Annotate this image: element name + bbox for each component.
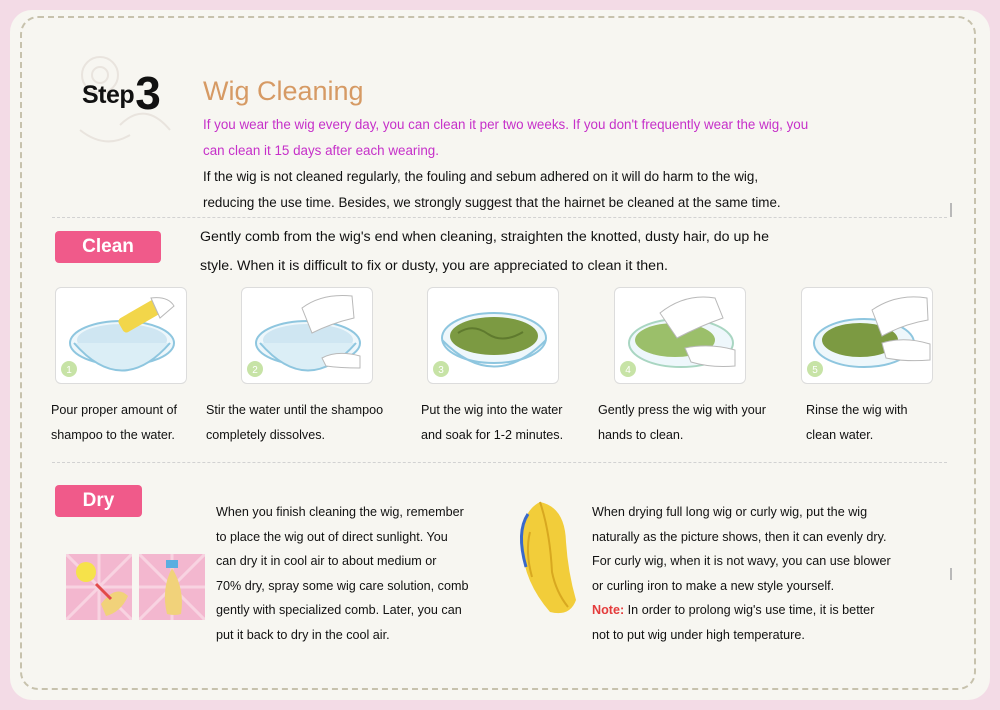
step-2-number: 2 xyxy=(252,365,258,376)
step-4-caption-line-2: hands to clean. xyxy=(598,428,684,442)
step-4-number: 4 xyxy=(625,365,631,376)
step-3-caption-line-1: Put the wig into the water xyxy=(421,403,563,417)
intro-line-1: If the wig is not cleaned regularly, the fouling and sebum adhered on it will do harm to the wig, xyxy=(203,169,759,184)
hang-dry-image xyxy=(139,554,205,620)
clean-tag: Clean xyxy=(55,231,161,263)
dry-note-line-2: not to put wig under high temperature. xyxy=(592,627,805,642)
step-4-caption-line-1: Gently press the wig with your xyxy=(598,403,766,417)
press-wig-icon xyxy=(615,288,746,384)
intro-highlight-line-1: If you wear the wig every day, you can clean it per two weeks. If you don't frequently wear the wig, you xyxy=(203,117,809,132)
note-text-1: In order to prolong wig's use time, it is better xyxy=(624,603,875,618)
dry-left-text xyxy=(216,500,468,648)
clean-line-1: Gently comb from the wig's end when cleaning, straighten the knotted, dusty hair, do up he xyxy=(200,229,769,245)
soak-wig-icon xyxy=(428,288,559,384)
shampoo-bowl-icon xyxy=(56,288,187,384)
dry-tag: Dry xyxy=(55,485,142,517)
step-heading xyxy=(82,66,161,120)
dry-left-line-4: 70% dry, spray some wig care solution, comb xyxy=(216,578,469,593)
long-wig-icon xyxy=(510,492,582,622)
step-5-caption-line-1: Rinse the wig with xyxy=(806,403,908,417)
step-3-image xyxy=(427,287,559,384)
dry-left-line-5: gently with specialized comb. Later, you can xyxy=(216,603,462,618)
step-1-number: 1 xyxy=(66,365,72,376)
stir-water-icon xyxy=(242,288,373,384)
scroll-mark xyxy=(950,203,952,217)
scroll-mark-2 xyxy=(950,568,952,580)
divider-2 xyxy=(52,462,947,463)
intro-highlight-line-2: can clean it 15 days after each wearing. xyxy=(203,143,439,158)
step-3-caption xyxy=(421,398,563,448)
step-3-caption-line-2: and soak for 1-2 minutes. xyxy=(421,428,564,442)
step-2-caption xyxy=(206,398,383,448)
divider-1 xyxy=(52,217,947,218)
step-word: Step xyxy=(82,81,135,109)
step-number: 3 xyxy=(135,67,161,119)
step-5-image xyxy=(801,287,933,384)
step-1-caption xyxy=(51,398,177,448)
section-title: Wig Cleaning xyxy=(203,76,364,106)
clean-line-2: style. When it is difficult to fix or dusty, you are appreciated to clean it then. xyxy=(200,258,668,274)
dry-left-line-3: can dry it in cool air to about medium or xyxy=(216,554,437,569)
intro-line-2: reducing the use time. Besides, we strongly suggest that the hairnet be cleaned at the same time. xyxy=(203,195,781,210)
step-2-caption-line-2: completely dissolves. xyxy=(206,428,325,442)
dry-left-line-2: to place the wig out of direct sunlight. You xyxy=(216,529,448,544)
dry-left-line-1: When you finish cleaning the wig, remember xyxy=(216,505,464,519)
dry-right-text xyxy=(592,500,891,648)
rinse-wig-icon xyxy=(802,288,933,384)
step-4-image xyxy=(614,287,746,384)
dry-right-line-3: For curly wig, when it is not wavy, you can use blower xyxy=(592,554,891,569)
step-5-caption-line-2: clean water. xyxy=(806,428,874,442)
dry-note xyxy=(592,598,891,623)
dry-left-line-6: put it back to dry in the cool air. xyxy=(216,627,390,642)
step-2-caption-line-1: Stir the water until the shampoo xyxy=(206,403,384,417)
step-5-caption xyxy=(806,398,908,448)
dry-right-line-4: or curling iron to make a new style yourself. xyxy=(592,578,835,593)
sun-dry-image xyxy=(66,554,132,620)
step-1-caption-line-2: shampoo to the water. xyxy=(51,428,175,442)
sunlight-icon xyxy=(66,554,132,620)
dry-right-line-1: When drying full long wig or curly wig, put the wig xyxy=(592,505,868,519)
step-3-number: 3 xyxy=(438,365,444,376)
dry-right-line-2: naturally as the picture shows, then it can evenly dry. xyxy=(592,529,887,544)
step-5-number: 5 xyxy=(812,365,818,376)
hanging-wig-icon xyxy=(139,554,205,620)
step-1-image xyxy=(55,287,187,384)
step-2-image xyxy=(241,287,373,384)
step-1-caption-line-1: Pour proper amount of xyxy=(51,403,178,417)
note-label: Note: xyxy=(592,603,625,618)
step-4-caption xyxy=(598,398,766,448)
